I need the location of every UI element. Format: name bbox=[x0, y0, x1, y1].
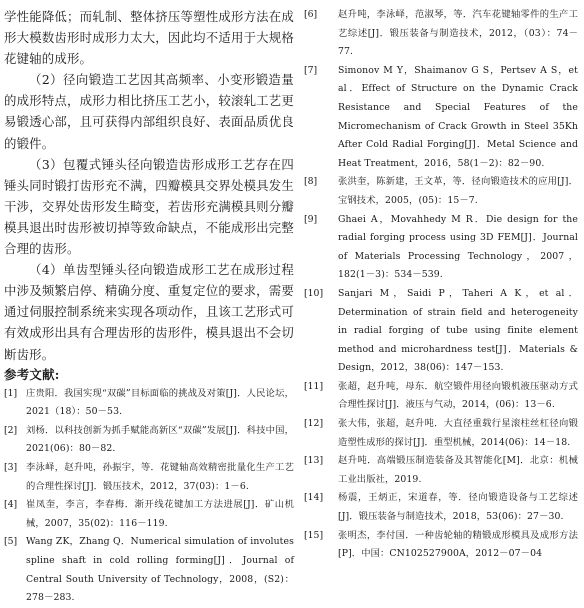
reference-item bbox=[304, 378, 578, 415]
reference-number: [3] bbox=[4, 461, 18, 473]
reference-number: [5] bbox=[4, 536, 18, 548]
reference-text: 李泳峄，赵升吨，孙振宇，等．花键轴高效精密批量化生产工艺的合理性探讨[J]．锻压技术，2012，37(03)：1－6. bbox=[26, 461, 294, 492]
reference-item bbox=[304, 211, 578, 285]
reference-text: 张超，赵升吨，母东．航空锻件用径向锻机液压驱动方式合理性探讨[J]．液压与气动，2014，(06)：13－6. bbox=[338, 380, 578, 411]
reference-item bbox=[304, 173, 578, 210]
reference-number: [10] bbox=[304, 287, 324, 299]
reference-text: Sanjari M，Saidi P，Taheri A K，et al．Determination of strain field and heterogeneity in radial forging of tube using finite element method and microhardness test[J]．Materials & Design，2012，38(06)：147－153. bbox=[338, 287, 578, 374]
references-heading: 参考文献: bbox=[4, 366, 60, 382]
reference-number: [6] bbox=[304, 9, 318, 20]
body-paragraph: （4）单齿型锤头径向锻造成形工艺在成形过程中涉及频繁启停、精确分度、重复定位的要求，需要通过伺服控制系统来实现各项动作，且该工艺形式可有效成形出具有合理齿形的齿形件，模具退出不会切断齿形。 bbox=[4, 262, 294, 362]
body-paragraph: 学性能降低；而轧制、整体挤压等塑性成形方法在成形大模数齿形时成形力太大，因此均不适用于大规格花键轴的成形。 bbox=[4, 9, 294, 67]
right-column bbox=[304, 6, 578, 564]
reference-number: [7] bbox=[304, 64, 318, 76]
body-paragraph: （3）包覆式锤头径向锻造齿形成形工艺存在四锤头同时锻打齿形充不满，四瓣模具交界处模具发生干涉，交界处齿形发生畸变，若齿形充满模具则分瓣模具退出时齿形被切掉等致命缺点，不能成形出完整合理的齿形。 bbox=[4, 156, 294, 257]
reference-text: 张洪奎，陈新建，王文革，等．径向锻造技术的应用[J]．宝钢技术，2005，(05)：15－7. bbox=[338, 176, 578, 206]
reference-text: 张明杰，李付国．一种齿轮轴的精锻成形模具及成形方法[P]．中国：CN102527900A，2012－07－04 bbox=[338, 529, 578, 560]
reference-number: [13] bbox=[304, 455, 324, 467]
body-paragraph: （2）径向锻造工艺因其高频率、小变形锻造量的成形特点，成形力相比挤压工艺小，较滚轧工艺更易锻透心部，且可获得内部组织良好、表面品质优良的锻件。 bbox=[4, 72, 294, 151]
reference-text: 赵升吨，李泳峄，范淑琴，等．汽车花键轴零件的生产工艺综述[J]．锻压装备与制造技术，2012，（03）：74－77. bbox=[338, 9, 578, 58]
reference-item bbox=[4, 422, 294, 459]
reference-text: Wang ZK，Zhang Q．Numerical simulation of involutes spline shaft in cold rolling forming[J]．Journal of Central South University of Technology，2008，(S2)：278－283. bbox=[26, 536, 294, 604]
reference-text: Simonov M Y，Shaimanov G S，Pertsev A S，et al．Effect of Structure on the Dynamic Crack Resistance and Special Features of the Micromechanism of Crack Growth in Steel 35Kh After Cold Radial Forging[J]．Metal Science and Heat Treatment，2016，58(1－2)：82－90. bbox=[338, 64, 578, 169]
reference-item bbox=[304, 527, 578, 564]
reference-text: 张大伟，张超，赵升吨．大直径重载行星滚柱丝杠径向锻造塑性成形的探讨[J]．重型机械，2014(06)：14－18. bbox=[338, 418, 578, 448]
reference-number: [4] bbox=[4, 499, 18, 511]
reference-number: [1] bbox=[4, 387, 18, 399]
reference-item bbox=[304, 62, 578, 174]
reference-item bbox=[304, 489, 578, 526]
reference-number: [11] bbox=[304, 380, 324, 392]
reference-item bbox=[4, 385, 294, 422]
reference-number: [8] bbox=[304, 176, 318, 188]
reference-item bbox=[304, 6, 578, 62]
reference-text: 杨震，王炳正，宋道春，等．径向锻造设备与工艺综述[J]．锻压装备与制造技术，2018，53(06)：27－30. bbox=[338, 492, 578, 523]
reference-number: [12] bbox=[304, 418, 324, 430]
reference-item bbox=[304, 415, 578, 452]
reference-number: [15] bbox=[304, 529, 324, 541]
reference-text: 崔凤奎，李言，李春梅．渐开线花键加工方法进展[J]．矿山机械，2007，35(02)：116－119. bbox=[26, 499, 294, 529]
reference-text: 庄贵阳．我国实现“双碳”目标面临的挑战及对策[J]．人民论坛，2021（18）：50－53. bbox=[26, 387, 294, 418]
reference-text: 刘杨．以科技创新为抓手赋能高新区“双碳”发展[J]．科技中国，2021(06)：80－82. bbox=[26, 424, 294, 455]
reference-item bbox=[304, 452, 578, 489]
reference-text: 赵升吨．高端锻压制造装备及其智能化[M]．北京：机械工业出版社，2019. bbox=[338, 455, 578, 485]
reference-text: Ghaei A，Movahhedy M R．Die design for the radial forging process using 3D FEM[J]．Journal of Materials Processing Technology，2007，182(1－3)：534－539. bbox=[338, 213, 578, 281]
reference-number: [2] bbox=[4, 424, 18, 436]
reference-number: [14] bbox=[304, 492, 324, 504]
left-column bbox=[4, 6, 294, 608]
reference-number: [9] bbox=[304, 213, 318, 225]
reference-item bbox=[4, 533, 294, 607]
reference-item bbox=[304, 285, 578, 378]
reference-item bbox=[4, 459, 294, 496]
reference-item bbox=[4, 496, 294, 533]
